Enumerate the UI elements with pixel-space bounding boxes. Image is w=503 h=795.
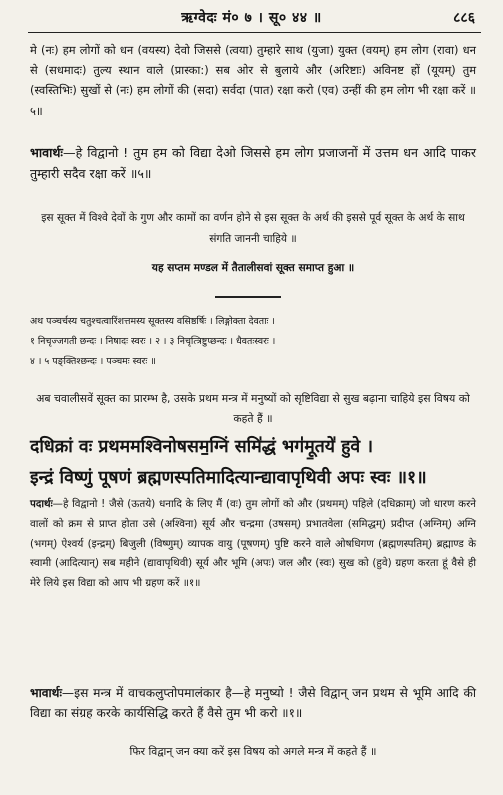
- bhavartha-label: भावार्थः: [30, 145, 63, 160]
- metadata-line: १ निचृज्जगती छन्दः । निषादः स्वरः । २ । ३ निचृत्त्रिष्टुप्छन्दः । धैवतःस्वरः ।: [30, 336, 276, 347]
- mantra-line: दधिक्रां वः प्रथममश्विनोषसम॒ग्निं समि॑द्धं भग॑मू॒तये॑ हुवे ।: [30, 437, 374, 457]
- sukta-summary-note: इस सूक्त में विश्वे देवों के गुण और कामों का वर्णन होने से इस सूक्त के अर्थ की इससे पूर्व सूक्त के अर्थ के साथ संगति जाननी चाहिये ॥: [41, 212, 465, 245]
- metadata-line: अथ पञ्चर्चस्य चतुश्चत्वारिंशत्तमस्य सूक्तस्य वसिष्ठर्षिः । लिङ्गोक्ता देवताः ।: [30, 316, 275, 327]
- section-divider: [215, 296, 281, 298]
- sukta-metadata: [30, 312, 476, 372]
- padartha-paragraph: [30, 495, 476, 594]
- page-header: [0, 8, 503, 32]
- page-number: ८८६: [453, 10, 475, 26]
- mantra-line: इन्द्रं विष्णुं पूषणं ब्रह्मणस्पतिमादित्यान्द्यावापृथिवी अपः स्वः ॥१॥: [30, 468, 427, 488]
- header-rule: [28, 32, 481, 33]
- sukta-intro: अब चवालीसवें सूक्त का प्रारम्भ है, उसके प्रथम मन्त्र में मनुष्यों को सृष्टिविद्या से सुख बढ़ाना चाहिये इस विषय को कहते हैं ॥: [36, 392, 470, 425]
- bhavartha-paragraph: [30, 142, 476, 184]
- bhavartha-text: —हे विद्वानो ! तुम हम को विद्या देओ जिससे हम लोग प्रजाजनों में उत्तम धन आदि पाकर तुम्हारी सदैव रक्षा करें ॥५॥: [30, 145, 476, 181]
- metadata-line: ४ । ५ पङ्क्तिश्छन्दः । पञ्चमः स्वरः ॥: [30, 356, 156, 367]
- padartha-label: पदार्थः: [30, 498, 53, 510]
- sukta-end-line: यह सप्तम मण्डल में तैतालीसवां सूक्त समाप्त हुआ ॥: [151, 262, 355, 274]
- padartha-text: —हे विद्वानो ! जैसे (ऊतये) धनादि के लिए मैं (वः) तुम लोगों को और (प्रथमम्) पहिले (दधिक्राम्) जो धारण करने वालों को क्रम से प्राप्त होता उसे (अश्विना) सूर्य और चन्द्रमा (उषसम्) प्रभातवेला (समिद्धम्) प्रदीप्त (अग्निम्) अग्नि (भगम्) ऐश्वर्य (इन्द्रम्) बिजुली (विष्णुम्) व्यापक वायु (पूषणम्) पुष्टि करने वाले ओषधिगण (ब्रह्मणस्पतिम्) ब्रह्माण्ड के स्वामी (आदित्यान्) सब महीने (द्यावापृथिवी) सूर्य और भूमि (अपः) जल और (स्वः) सुख को (हुवे) ग्रहण करता हूं वैसे ही मेरे लिये इस विद्या को आप भी ग्रहण करें ॥१॥: [30, 498, 476, 590]
- running-title: ऋग्वेदः मं० ७ । सू० ४४ ॥: [181, 10, 322, 26]
- commentary-paragraph: मे (नः) हम लोगों को धन (वयस्य) देवो जिससे (त्वया) तुम्हारे साथ (युजा) युक्त (वयम्) हम लोग (रावा) धन से (सधमादः) तुल्य स्थान वाले (प्रास्का:) सब ओर से बुलाये और (अरिष्टाः) अविनष्ट हों (यूयम्) तुम (स्वस्तिभिः) सुखों से (नः) हम लोगों की (सदा) सर्वदा (पात) रक्षा करो (एव) उन्हीं की हम लोग भी रक्षा करें ॥५॥: [30, 43, 476, 118]
- bhavartha-paragraph: [30, 684, 476, 724]
- bhavartha-label: भावार्थः: [30, 686, 62, 700]
- next-mantra-intro: फिर विद्वान् जन क्या करें इस विषय को अगले मन्त्र में कहते हैं ॥: [129, 745, 377, 758]
- bhavartha-text: —इस मन्त्र में वाचकलुप्तोपमालंकार है—हे मनुष्यो ! जैसे विद्वान् जन प्रथम से भूमि आदि की विद्या का संग्रह करके कार्यसिद्धि करते हैं वैसे तुम भी करो ॥१॥: [30, 686, 476, 720]
- mantra-verse: [30, 432, 476, 494]
